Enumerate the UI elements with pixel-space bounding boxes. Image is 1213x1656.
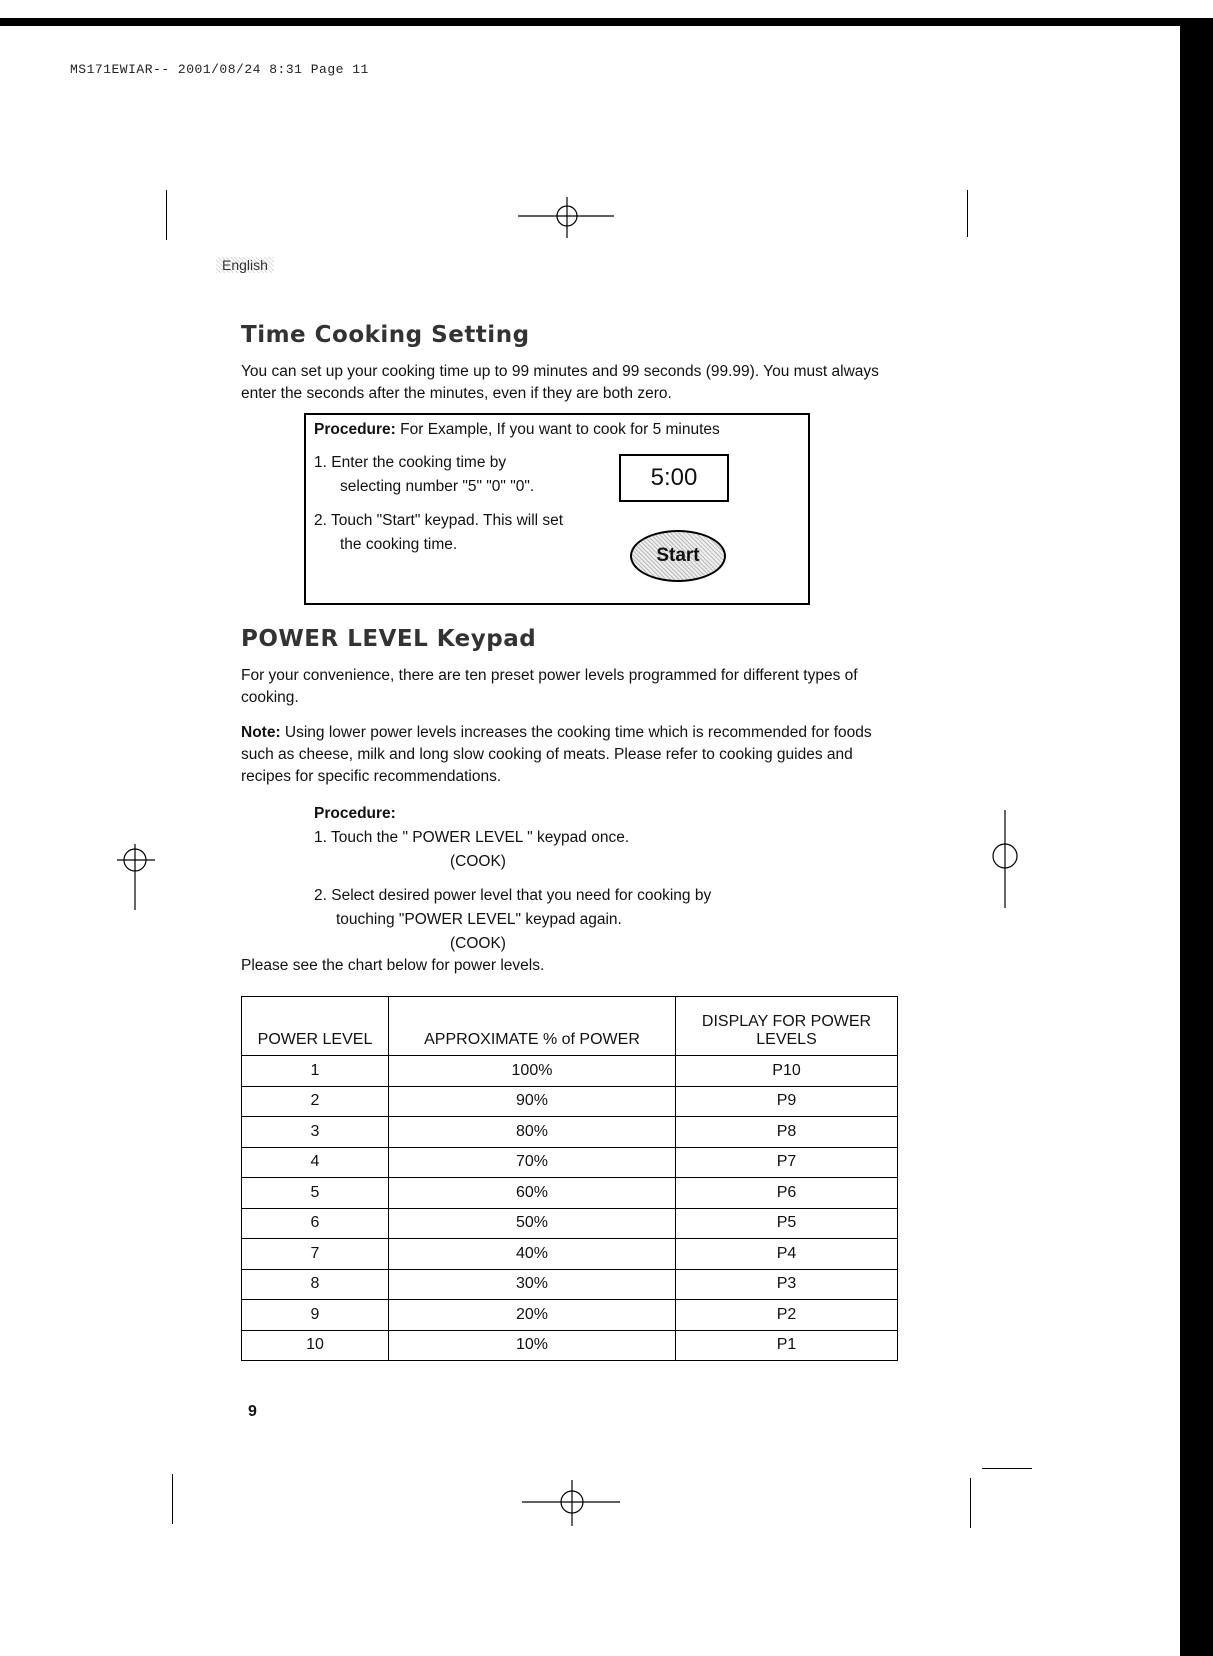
power-step-1-display: (COOK) xyxy=(450,853,506,870)
procedure-step-1 xyxy=(314,451,534,499)
power-procedure xyxy=(314,802,711,956)
registration-mark-bottom xyxy=(522,1478,622,1528)
cell-approx-power: 100% xyxy=(389,1056,676,1087)
cell-display: P2 xyxy=(676,1300,898,1331)
cell-display: P6 xyxy=(676,1178,898,1209)
step-1-line-1: 1. Enter the cooking time by xyxy=(314,454,507,471)
procedure-box xyxy=(304,413,810,605)
note-label: Note: xyxy=(241,724,281,741)
crop-mark xyxy=(172,1474,173,1524)
table-row xyxy=(242,1208,898,1239)
power-level-table xyxy=(241,996,898,1361)
table-row xyxy=(242,1117,898,1148)
power-level-intro: For your convenience, there are ten preset power levels programmed for different types of cooking. xyxy=(241,667,858,706)
cell-power-level: 1 xyxy=(242,1056,389,1087)
procedure-heading xyxy=(314,421,720,439)
table-body xyxy=(242,1056,898,1361)
table-row xyxy=(242,1239,898,1270)
fax-header: MS171EWIAR-- 2001/08/24 8:31 Page 11 xyxy=(70,62,369,77)
cell-display: P4 xyxy=(676,1239,898,1270)
header-power-level: POWER LEVEL xyxy=(242,997,389,1056)
note-text: Using lower power levels increases the cooking time which is recommended for foods such as cheese, milk and long slow cooking of meats. Please refer to cooking guides and recipes for specific recommendations. xyxy=(241,724,872,785)
cell-approx-power: 50% xyxy=(389,1208,676,1239)
chart-intro: Please see the chart below for power levels. xyxy=(241,957,545,974)
cell-display: P9 xyxy=(676,1086,898,1117)
procedure-label: Procedure: xyxy=(314,421,396,438)
cell-power-level: 2 xyxy=(242,1086,389,1117)
power-step-2-display: (COOK) xyxy=(450,935,506,952)
cell-power-level: 7 xyxy=(242,1239,389,1270)
cell-approx-power: 70% xyxy=(389,1147,676,1178)
cell-power-level: 8 xyxy=(242,1269,389,1300)
cell-approx-power: 10% xyxy=(389,1330,676,1361)
step-2-line-1: 2. Touch "Start" keypad. This will set xyxy=(314,512,564,529)
crop-mark xyxy=(166,190,167,240)
power-step-1: 1. Touch the " POWER LEVEL " keypad once. xyxy=(314,829,630,846)
section-title-time-cooking: Time Cooking Setting xyxy=(241,322,530,348)
crop-mark xyxy=(970,1478,971,1528)
start-button: Start xyxy=(630,530,726,582)
cell-approx-power: 90% xyxy=(389,1086,676,1117)
power-step-2-line-2: touching "POWER LEVEL" keypad again. xyxy=(336,911,622,928)
table-header-row xyxy=(242,997,898,1056)
cell-power-level: 4 xyxy=(242,1147,389,1178)
procedure-example: For Example, If you want to cook for 5 minutes xyxy=(400,421,720,438)
cell-approx-power: 60% xyxy=(389,1178,676,1209)
registration-mark-left xyxy=(115,842,160,912)
scan-top-bar xyxy=(0,18,1213,26)
cell-approx-power: 40% xyxy=(389,1239,676,1270)
cell-power-level: 5 xyxy=(242,1178,389,1209)
language-tab: English xyxy=(216,257,274,273)
table-row xyxy=(242,1056,898,1087)
registration-mark-right xyxy=(985,810,1025,910)
cell-power-level: 3 xyxy=(242,1117,389,1148)
registration-mark-top xyxy=(518,195,618,240)
power-procedure-label: Procedure: xyxy=(314,805,396,822)
step-1-line-2: selecting number "5" "0" "0". xyxy=(340,478,535,495)
scan-right-edge xyxy=(1180,26,1213,1656)
cell-approx-power: 80% xyxy=(389,1117,676,1148)
table-row xyxy=(242,1178,898,1209)
cell-display: P10 xyxy=(676,1056,898,1087)
cell-power-level: 10 xyxy=(242,1330,389,1361)
cell-display: P3 xyxy=(676,1269,898,1300)
table-row xyxy=(242,1269,898,1300)
table-row xyxy=(242,1300,898,1331)
power-level-note xyxy=(241,722,896,788)
crop-mark xyxy=(982,1468,1032,1469)
section-title-power-level: POWER LEVEL Keypad xyxy=(241,626,537,652)
cell-display: P5 xyxy=(676,1208,898,1239)
cell-display: P1 xyxy=(676,1330,898,1361)
cell-approx-power: 20% xyxy=(389,1300,676,1331)
page-number: 9 xyxy=(248,1403,257,1420)
time-cooking-intro: You can set up your cooking time up to 99 minutes and 99 seconds (99.99). You must always enter the seconds after the minutes, even if they are both zero. xyxy=(241,363,879,402)
cell-power-level: 9 xyxy=(242,1300,389,1331)
cell-approx-power: 30% xyxy=(389,1269,676,1300)
cell-display: P7 xyxy=(676,1147,898,1178)
crop-mark xyxy=(967,190,968,237)
step-2-line-2: the cooking time. xyxy=(340,536,458,553)
procedure-step-2 xyxy=(314,509,563,557)
cell-power-level: 6 xyxy=(242,1208,389,1239)
table-row xyxy=(242,1147,898,1178)
cell-display: P8 xyxy=(676,1117,898,1148)
header-approx-power: APPROXIMATE % of POWER xyxy=(389,997,676,1056)
table-row xyxy=(242,1330,898,1361)
time-display: 5:00 xyxy=(619,454,729,502)
table-row xyxy=(242,1086,898,1117)
header-display: DISPLAY FOR POWER LEVELS xyxy=(676,997,898,1056)
power-step-2-line-1: 2. Select desired power level that you need for cooking by xyxy=(314,887,712,904)
